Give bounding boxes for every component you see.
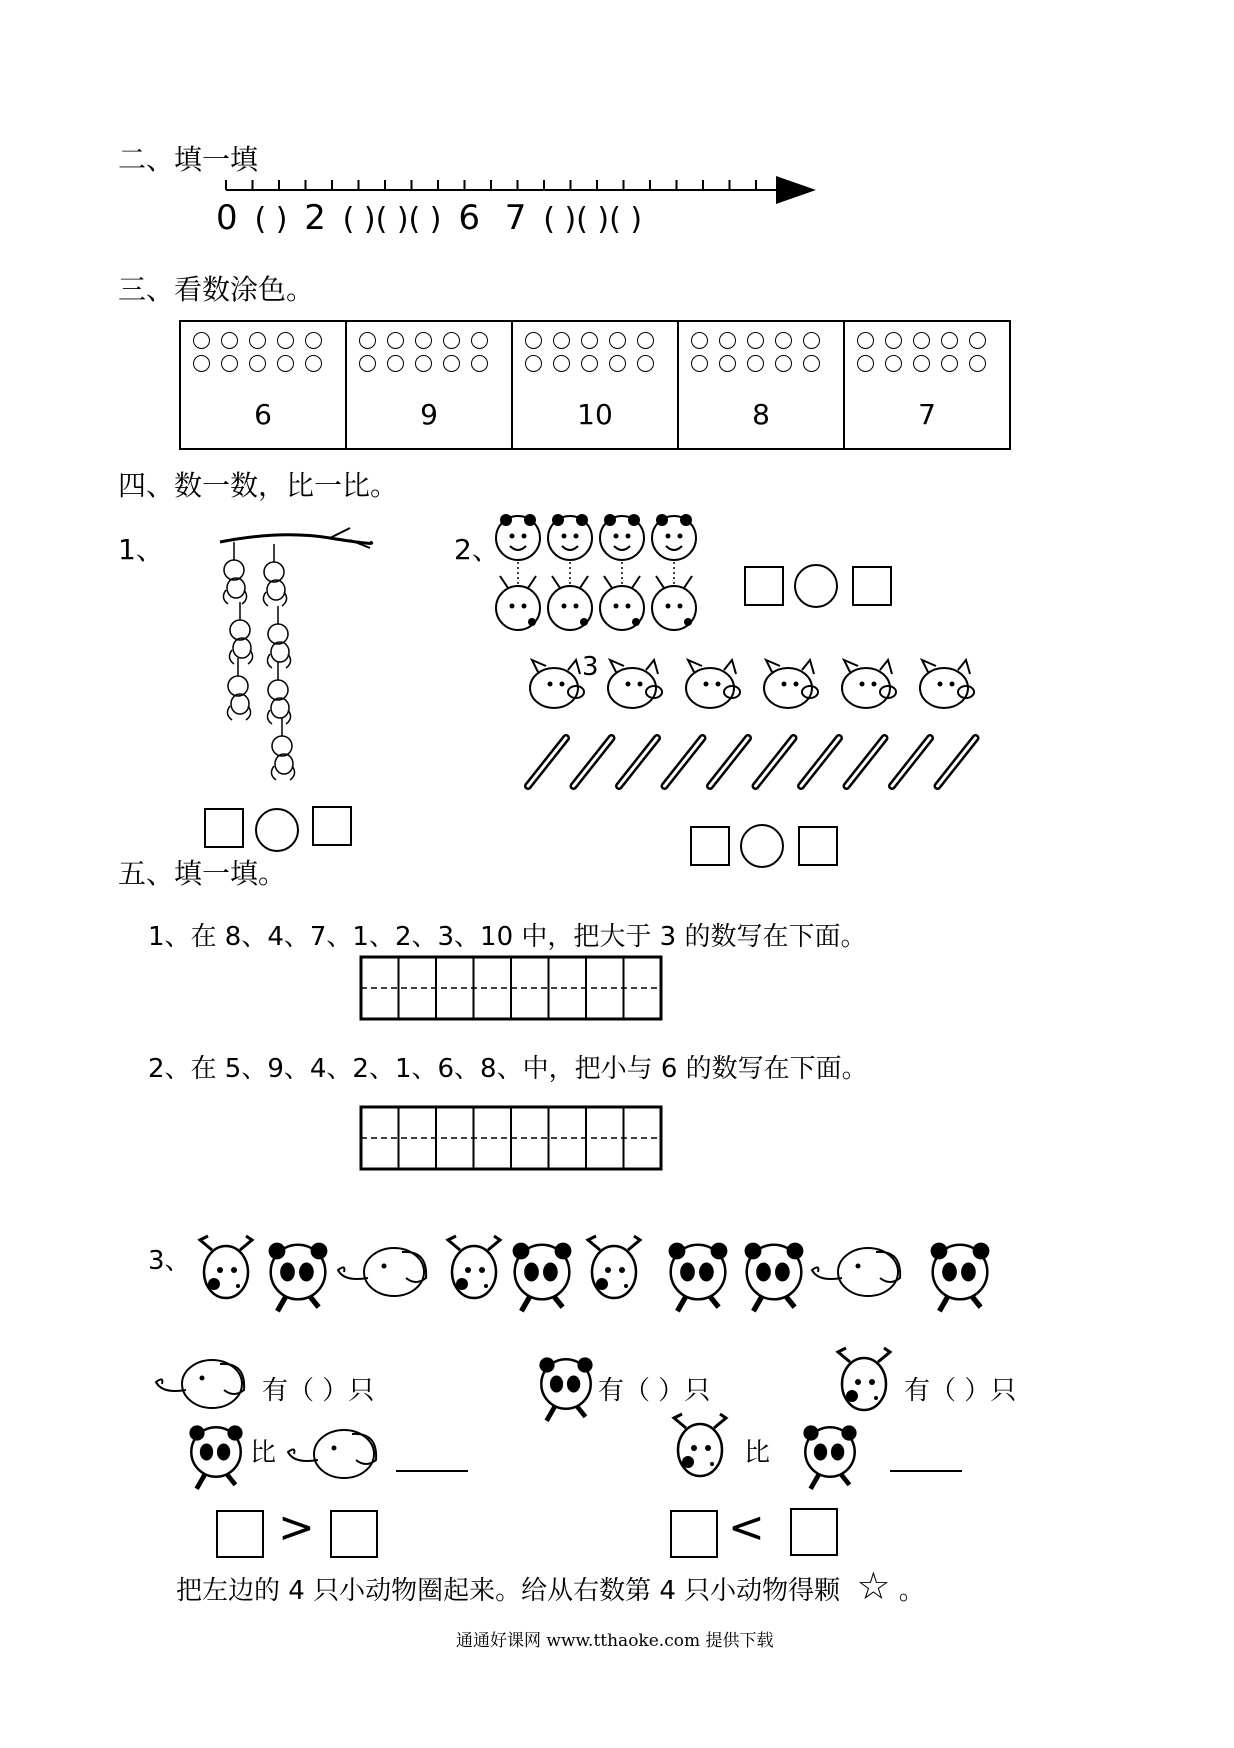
nl-blank-1[interactable]: ( ): [254, 202, 288, 237]
section-4-title: 四、数一数，比一比。: [118, 469, 399, 502]
circle-dot[interactable]: [719, 355, 736, 372]
circle-dot[interactable]: [691, 332, 708, 349]
circle-dot[interactable]: [885, 355, 902, 372]
monkey-chain-illustration: [200, 520, 380, 790]
nl-label-6: 6: [458, 198, 480, 238]
q5-3-label: 3、: [148, 1246, 191, 1276]
monkey-icon: [264, 562, 284, 582]
circle-dot[interactable]: [221, 355, 238, 372]
circle-dot[interactable]: [553, 355, 570, 372]
writing-grid-2[interactable]: [360, 1106, 664, 1172]
q1-label: 1、: [118, 533, 164, 566]
circle-dot[interactable]: [913, 355, 930, 372]
circle-dot[interactable]: [305, 355, 322, 372]
nl-label-7: 7: [504, 198, 527, 238]
circle-dot[interactable]: [609, 332, 626, 349]
panda-icon: [800, 1424, 860, 1484]
circle-dot[interactable]: [221, 332, 238, 349]
q2-label: 2、: [454, 533, 500, 566]
elephant-icon: [288, 1424, 384, 1484]
circle-dot[interactable]: [277, 332, 294, 349]
bears-and-deer-illustration: [498, 512, 718, 642]
answer-box[interactable]: [798, 826, 838, 866]
circle-dot[interactable]: [637, 332, 654, 349]
q5-1-text: 1、在 8、4、7、1、2、3、10 中，把大于 3 的数写在下面。: [148, 922, 867, 952]
compare-bi-text: 比: [744, 1438, 771, 1468]
circle-dot[interactable]: [553, 332, 570, 349]
circle-dot[interactable]: [747, 332, 764, 349]
circle-dot[interactable]: [803, 332, 820, 349]
nl-label-0: 0: [216, 198, 238, 238]
panda-icon: [536, 1356, 596, 1416]
circle-dot[interactable]: [803, 355, 820, 372]
circle-dot[interactable]: [443, 332, 460, 349]
cell-number: 7: [918, 398, 936, 431]
monkey-icon: [224, 560, 244, 580]
compare-circle[interactable]: [794, 564, 838, 608]
q5-2-text: 2、在 5、9、4、2、1、6、8、中，把小与 6 的数写在下面。: [148, 1054, 868, 1084]
answer-box[interactable]: [312, 806, 352, 846]
answer-box[interactable]: [790, 1508, 838, 1556]
circle-dot[interactable]: [747, 355, 764, 372]
nl-label-2: 2: [304, 198, 326, 238]
pig-count-label: 3: [582, 652, 599, 682]
monkey-icon: [228, 676, 248, 696]
nl-blank-8-10[interactable]: ( )( )( ): [543, 202, 643, 237]
cell-number: 10: [577, 398, 613, 431]
elephant-icon: [156, 1354, 252, 1414]
circle-dot[interactable]: [525, 332, 542, 349]
circle-dot[interactable]: [415, 332, 432, 349]
circle-dot[interactable]: [719, 332, 736, 349]
answer-box[interactable]: [852, 566, 892, 606]
panda-icon: [186, 1424, 246, 1484]
answer-box[interactable]: [744, 566, 784, 606]
color-cell-7[interactable]: [845, 322, 1009, 448]
circle-dot[interactable]: [193, 332, 210, 349]
circle-dot[interactable]: [443, 355, 460, 372]
color-cell-10[interactable]: [513, 322, 679, 448]
circle-dot[interactable]: [387, 332, 404, 349]
circle-dot[interactable]: [581, 355, 598, 372]
circle-dot[interactable]: [249, 332, 266, 349]
circle-dot[interactable]: [359, 355, 376, 372]
final-instruction: [176, 1564, 925, 1608]
color-cell-8[interactable]: [679, 322, 845, 448]
deer-icon: [830, 1346, 900, 1418]
cell-number: 8: [752, 398, 770, 431]
circle-dot[interactable]: [415, 355, 432, 372]
circle-dot[interactable]: [913, 332, 930, 349]
writing-grid-1[interactable]: [360, 956, 664, 1022]
final-instruction-end: 。: [898, 1576, 925, 1606]
animal-row-illustration: [198, 1232, 1018, 1312]
answer-underline[interactable]: [396, 1470, 468, 1472]
circle-dot[interactable]: [581, 332, 598, 349]
elephant-count-text[interactable]: 有（ ）只: [262, 1376, 375, 1406]
answer-box[interactable]: [216, 1510, 264, 1558]
circle-dot[interactable]: [941, 355, 958, 372]
cell-number: 6: [254, 398, 272, 431]
panda-count-text[interactable]: 有（ ）只: [598, 1376, 711, 1406]
circle-dot[interactable]: [249, 355, 266, 372]
circle-dot[interactable]: [471, 332, 488, 349]
greater-than-sign: >: [278, 1502, 315, 1553]
final-instruction-text: 把左边的 4 只小动物圈起来。给从右数第 4 只小动物得颗: [176, 1576, 841, 1606]
answer-box[interactable]: [330, 1510, 378, 1558]
less-than-sign: <: [728, 1502, 765, 1553]
section-3-title: 三、看数涂色。: [118, 273, 315, 306]
deer-icon: [666, 1412, 736, 1484]
color-cell-9[interactable]: [347, 322, 513, 448]
circle-dot[interactable]: [277, 355, 294, 372]
circle-dot[interactable]: [969, 332, 986, 349]
star-icon: ☆: [856, 1564, 891, 1608]
circle-dot[interactable]: [775, 332, 792, 349]
circle-dot[interactable]: [775, 355, 792, 372]
answer-box[interactable]: [204, 808, 244, 848]
circle-dot[interactable]: [387, 355, 404, 372]
answer-underline[interactable]: [890, 1470, 962, 1472]
compare-circle[interactable]: [740, 824, 784, 868]
circle-dot[interactable]: [941, 332, 958, 349]
color-cell-6[interactable]: [181, 322, 347, 448]
color-dots-table: [179, 320, 1011, 450]
answer-box[interactable]: [690, 826, 730, 866]
circle-dot[interactable]: [193, 355, 210, 372]
section-5-title: 五、填一填。: [118, 857, 287, 890]
circle-dot[interactable]: [525, 355, 542, 372]
answer-box[interactable]: [670, 1510, 718, 1558]
circle-dot[interactable]: [609, 355, 626, 372]
section-2-title: 二、填一填: [118, 143, 259, 176]
circle-dot[interactable]: [637, 355, 654, 372]
circle-dot[interactable]: [885, 332, 902, 349]
circle-dot[interactable]: [471, 355, 488, 372]
compare-circle[interactable]: [255, 808, 299, 852]
circle-dot[interactable]: [691, 355, 708, 372]
circle-dot[interactable]: [969, 355, 986, 372]
monkey-icon: [268, 680, 288, 700]
circle-dot[interactable]: [359, 332, 376, 349]
footer-credit: 通通好课网 www.tthaoke.com 提供下载: [456, 1631, 774, 1651]
deer-count-text[interactable]: 有（ ）只: [904, 1376, 1017, 1406]
nl-blank-3-5[interactable]: ( )( )( ): [342, 202, 442, 237]
compare-bi-text: 比: [250, 1438, 277, 1468]
circle-dot[interactable]: [857, 355, 874, 372]
cell-number: 9: [420, 398, 438, 431]
circle-dot[interactable]: [857, 332, 874, 349]
monkey-icon: [268, 624, 288, 644]
monkey-icon: [272, 736, 292, 756]
circle-dot[interactable]: [305, 332, 322, 349]
sticks-illustration: [520, 734, 990, 794]
monkey-icon: [230, 620, 250, 640]
